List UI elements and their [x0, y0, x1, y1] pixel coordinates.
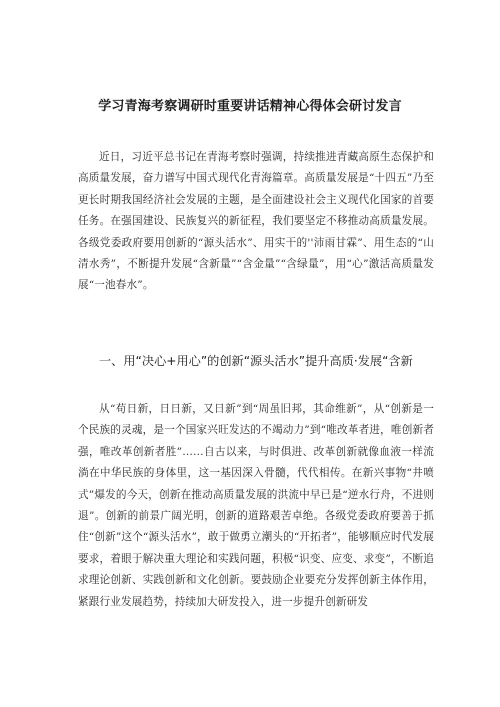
document-title: 学习青海考察调研时重要讲话精神心得体会研讨发言	[98, 99, 402, 114]
body-paragraph: 从“苟日新，日日新，又日新”到“周虽旧邦，其命维新”，从“创新是一个民族的灵魂，是一个国家兴旺发达的不竭动力”到“唯改革者进，唯创新者强，唯改革创新者胜”……自古以来，与时俱进、改革创新就像血液一样流淌在中华民族的身体里，这一基因深入骨髓，代代相传。在新兴事物“井喷式”爆发的今天，创新在推动高质量发展的洪流中早已是“逆水行舟，不进则退”。创新的前景广阔光明，创新的道路艰苦卓绝。各级党委政府要善于抓住“创新”这个“源头活水”，敢于做勇立潮头的“开拓者”，能够顺应时代发展要求，着眼于解决重大理论和实践问题，积极“识变、应变、求变”，不断追求理论创新、实践创新和文化创新。要鼓励企业要充分发挥创新主体作用，紧跟行业发展趋势，持续加大研发投入，进一步提升创新研发	[78, 403, 434, 608]
section-heading: 一、用“决心+用心”的创新“源头活水”提升高质·发展“含新	[99, 354, 413, 368]
body-paragraph: 近日，习近平总书记在青海考察时强调，持续推进青藏高原生态保护和高质量发展，奋力谱写中国式现代化青海篇章。高质量发展是“十四五”乃至更长时期我国经济社会发展的主题，是全面建设社会主义现代化国家的首要任务。在强国建设、民族复兴的新征程，我们要坚定不移推动高质量发展。各级党委政府要用创新的“源头活水”、用实干的''沛雨甘霖”、用生态的“山清水秀”，不断提升发展“含新量”“含金量”“含绿量”，用“心”激活高质量发展“一池春水”。	[78, 151, 434, 292]
